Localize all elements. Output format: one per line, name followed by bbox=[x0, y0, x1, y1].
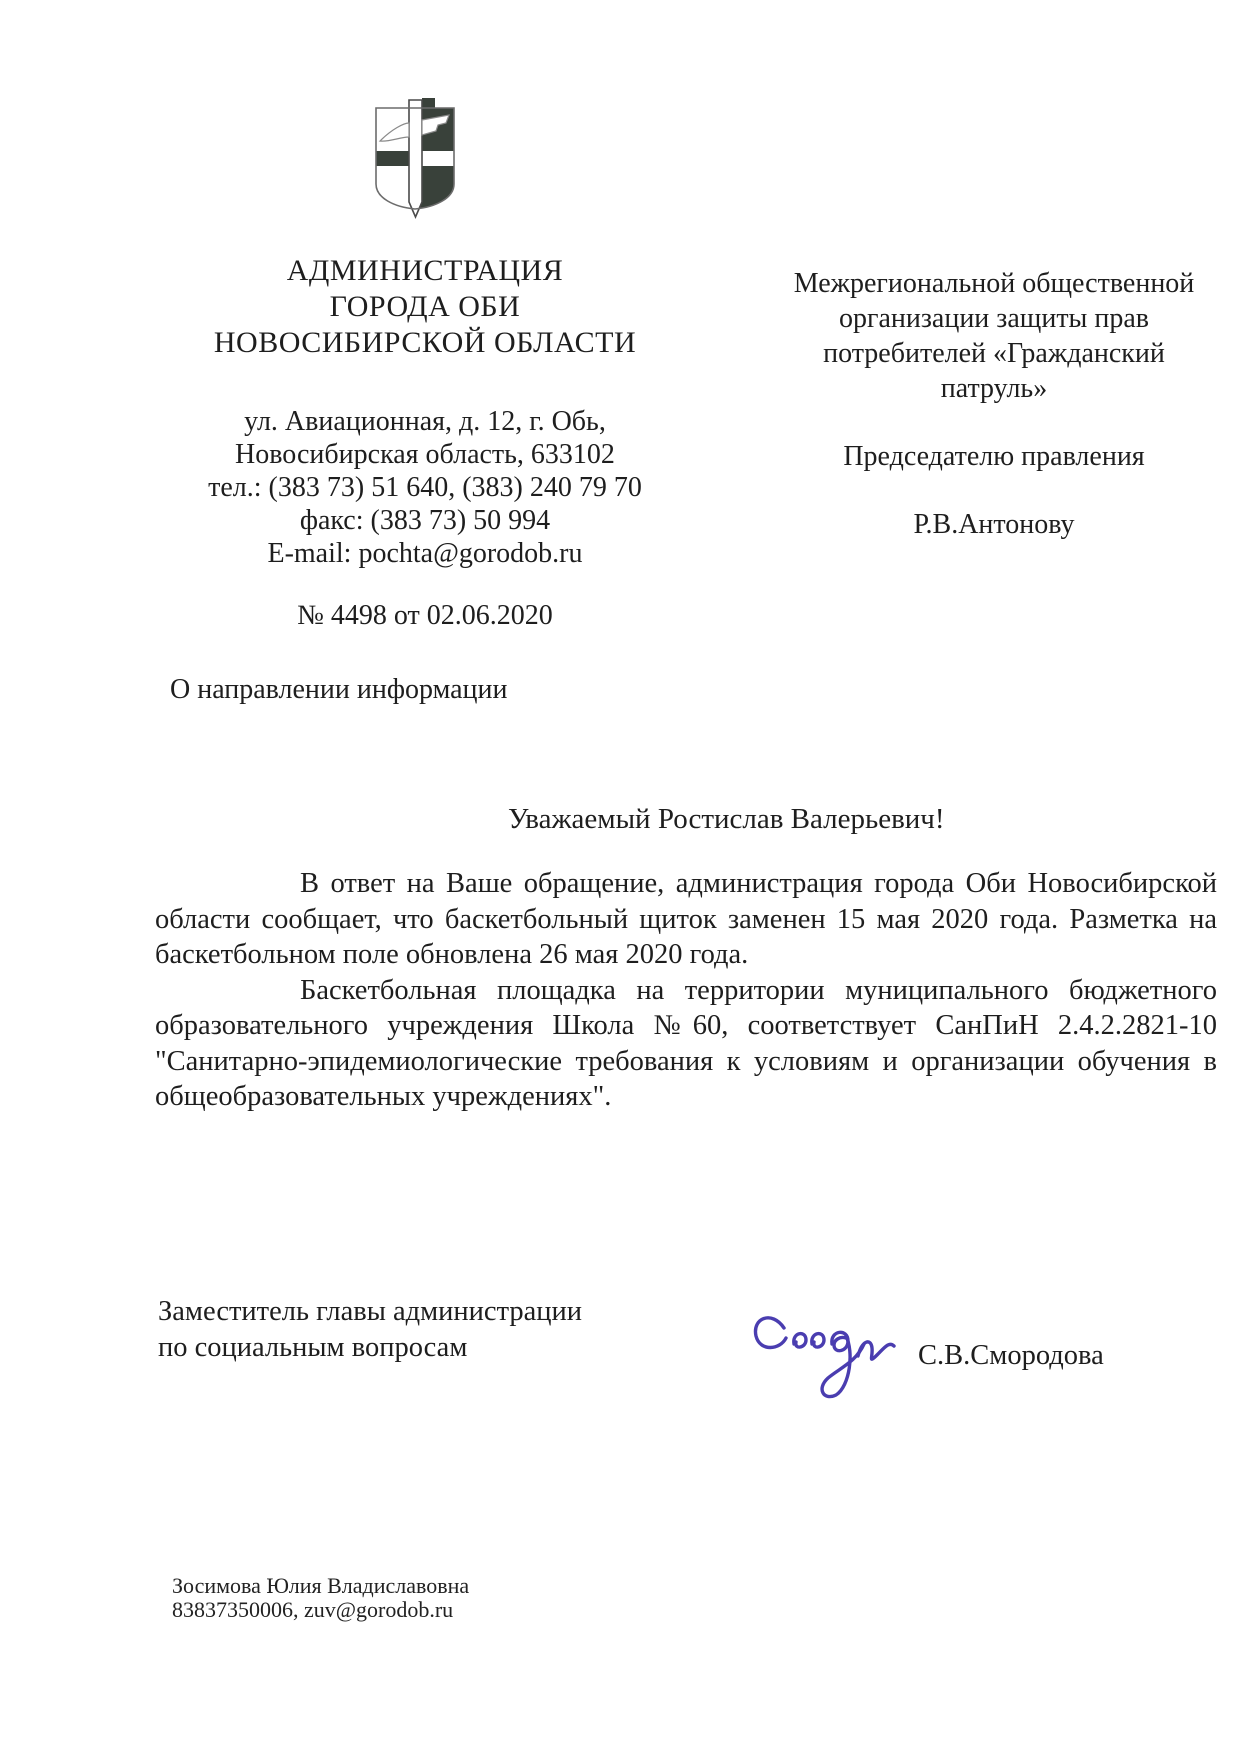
salutation: Уважаемый Ростислав Валерьевич! bbox=[508, 803, 945, 835]
sender-block bbox=[160, 253, 690, 632]
body-paragraph: В ответ на Ваше обращение, администрация города Оби Новосибирской области сообщает, что баскетбольный щиток заменен 15 мая 2020 года. Разметка на баскетбольном поле обновлена 26 мая 2020 года. bbox=[155, 868, 1217, 970]
recipient-org-line: патруль» bbox=[940, 373, 1048, 404]
recipient-org-line: потребителей «Гражданский bbox=[823, 338, 1165, 369]
recipient-org-line: организации защиты прав bbox=[838, 303, 1150, 334]
signer-name: С.В.Смородова bbox=[918, 1340, 1104, 1371]
handwritten-signature bbox=[738, 1298, 923, 1410]
outgoing-number-and-date: № 4498 от 02.06.2020 bbox=[297, 600, 553, 631]
executor-contact bbox=[172, 1574, 469, 1622]
recipient-name: Р.В.Антонову bbox=[913, 509, 1075, 540]
sender-org-name bbox=[160, 253, 690, 361]
signer-title-line: по социальным вопросам bbox=[158, 1332, 468, 1363]
recipient-org bbox=[770, 266, 1218, 406]
recipient-org-line: Межрегиональной общественной bbox=[793, 268, 1195, 299]
recipient-block bbox=[770, 266, 1218, 542]
body-paragraph: Баскетбольная площадка на территории муниципального бюджетного образовательного учреждения Школа №60, соответствует СанПиН 2.4.2.2821-10 "Санитарно-эпидемиологические требования к условиям и организации обучения в общеобразовательных учреждениях". bbox=[155, 974, 1217, 1112]
sender-phone-line: тел.: (383 73) 51 640, (383) 240 79 70 bbox=[208, 472, 642, 503]
sender-fax-line: факс: (383 73) 50 994 bbox=[299, 505, 551, 536]
sender-org-line: НОВОСИБИРСКОЙ ОБЛАСТИ bbox=[213, 326, 637, 359]
executor-name: Зосимова Юлия Владиславовна bbox=[172, 1573, 470, 1598]
sender-email-line: E-mail: pochta@gorodob.ru bbox=[267, 538, 583, 569]
signer-title bbox=[158, 1294, 582, 1366]
sender-org-line: АДМИНИСТРАЦИЯ bbox=[286, 254, 564, 287]
sender-org-line: ГОРОДА ОБИ bbox=[329, 290, 521, 323]
sender-address bbox=[160, 405, 690, 570]
sender-address-line: ул. Авиационная, д. 12, г. Обь, bbox=[244, 406, 606, 437]
signer-title-line: Заместитель главы администрации bbox=[158, 1296, 583, 1327]
letter-body bbox=[155, 866, 1217, 1115]
coat-of-arms-svg bbox=[372, 94, 458, 220]
subject-line: О направлении информации bbox=[170, 674, 508, 705]
executor-phone-email: 83837350006, zuv@gorodob.ru bbox=[172, 1597, 454, 1622]
signature-svg bbox=[738, 1298, 923, 1410]
coat-of-arms-icon bbox=[372, 94, 458, 220]
recipient-position: Председателю правления bbox=[843, 441, 1145, 472]
sender-address-line: Новосибирская область, 633102 bbox=[235, 439, 615, 470]
